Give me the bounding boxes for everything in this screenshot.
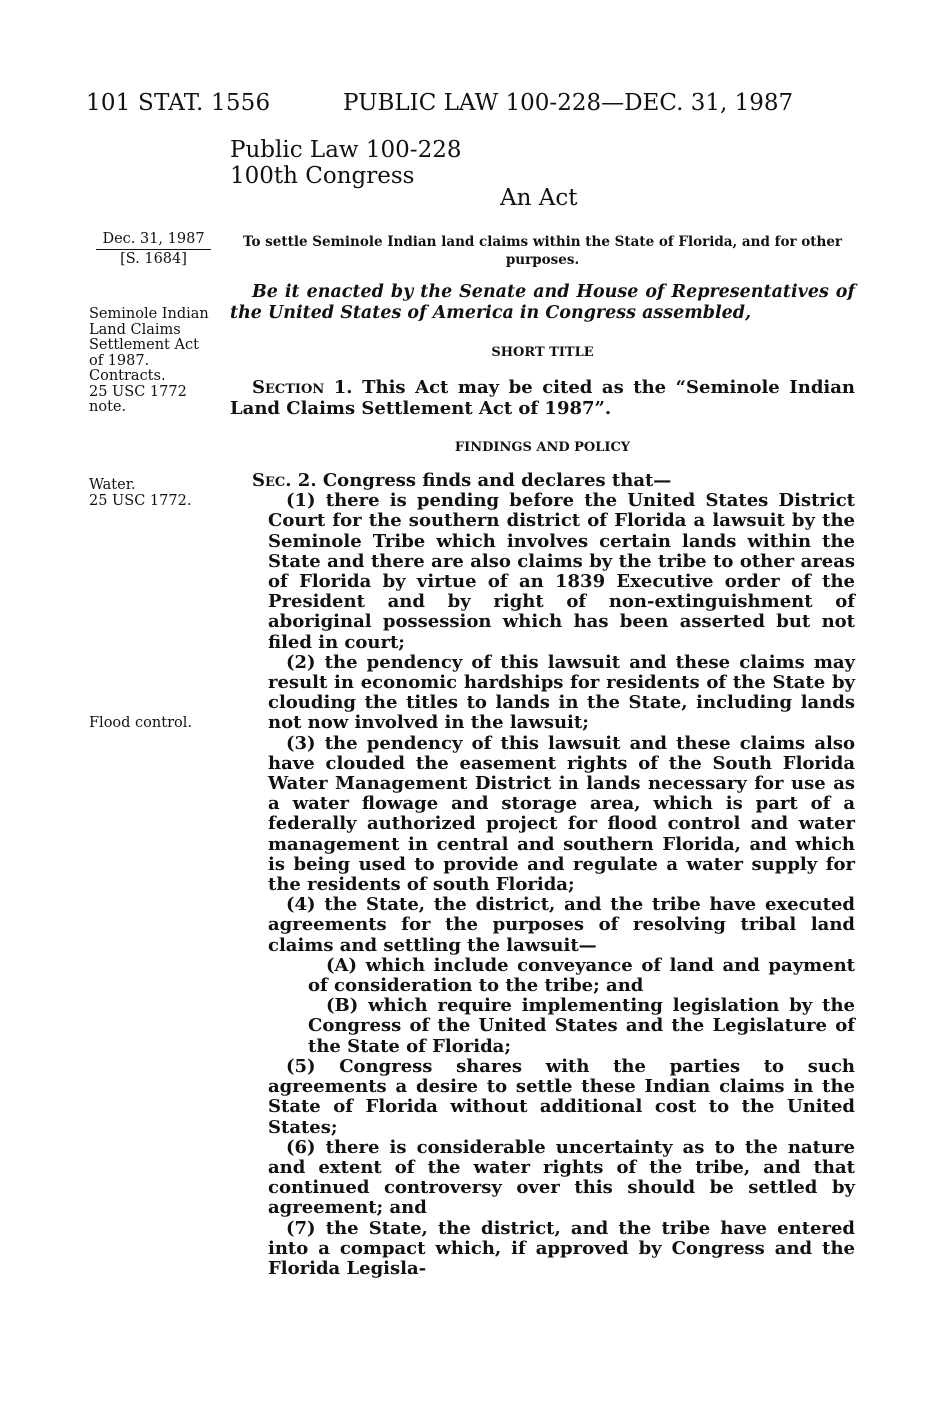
act-purpose: To settle Seminole Indian land claims within the State of Florida, and for other purposes. xyxy=(242,234,843,268)
section-2-intro xyxy=(230,471,855,491)
enactment-date: Dec. 31, 1987 xyxy=(96,230,211,250)
short-title-heading: SHORT TITLE xyxy=(491,345,594,360)
margin-note-line: Contracts. xyxy=(89,368,166,384)
bill-number: [S. 1684] xyxy=(120,251,187,267)
finding-paragraph: (7) the State, the district, and the tribe have entered into a compact which, if approved by Congress and the Florida Legisla- xyxy=(268,1217,855,1279)
margin-note-line: note. xyxy=(89,399,127,415)
finding-paragraph: (2) the pendency of this lawsuit and these claims may result in economic hardships for residents of the State by clouding the titles to lands in the State, including lands not now involved in the lawsuit; xyxy=(268,651,855,734)
section-1 xyxy=(230,377,855,419)
section-1-text: 1. This Act may be cited as the “Seminole Indian Land Claims Settlement Act of 1987”. xyxy=(230,377,855,419)
finding-paragraph: (6) there is considerable uncertainty as to the nature and extent of the water rights of the tribe, and that continued controversy over this should be settled by agreement; and xyxy=(268,1136,855,1219)
running-header: PUBLIC LAW 100-228—DEC. 31, 1987 xyxy=(343,90,794,116)
section-2-intro-text: 2. Congress finds and declares that— xyxy=(291,470,672,491)
section-label: Sec. xyxy=(252,470,292,491)
margin-note-line: Settlement Act xyxy=(89,337,199,353)
section-label: Section xyxy=(252,377,325,398)
finding-subparagraph: (A) which include conveyance of land and payment of consideration to the tribe; and xyxy=(308,954,855,997)
finding-paragraph: (5) Congress shares with the parties to such agreements a desire to settle these Indian claims in the State of Florida without additional cost to the United States; xyxy=(268,1055,855,1138)
finding-subparagraph: (B) which require implementing legislation by the Congress of the United States and the Legislature of the State of Florida; xyxy=(308,995,855,1057)
margin-date-block xyxy=(96,230,211,268)
finding-paragraph: (3) the pendency of this lawsuit and these claims also have clouded the easement rights of the South Florida Water Management District in lands necessary for use as a water flowage and storage area, which is part of a federally authorized project for flood control and water management in central and southern Florida, and which is being used to provide and regulate a water supply for the residents of south Florida; xyxy=(268,732,855,896)
law-title-block xyxy=(230,137,461,189)
findings-heading: FINDINGS AND POLICY xyxy=(454,440,631,455)
margin-note-water xyxy=(89,478,219,509)
margin-note-flood-control xyxy=(89,716,219,732)
public-law-number: Public Law 100-228 xyxy=(230,137,462,163)
finding-paragraph: (1) there is pending before the United States District Court for the southern district of Florida a lawsuit by the Seminole Tribe which involves certain lands within the State and there are also claims by the tribe to other areas of Florida by virtue of an 1839 Executive order of the President and by right of non-extinguishment of aboriginal possession which has been asserted but not filed in court; xyxy=(268,490,855,653)
margin-note-line: Flood control. xyxy=(89,715,192,731)
margin-note-line: of 1987. xyxy=(89,352,150,369)
section-2 xyxy=(230,471,855,1279)
page-stat-number: 101 STAT. 1556 xyxy=(86,90,271,116)
margin-note-line: 25 USC 1772. xyxy=(89,492,192,509)
finding-paragraph: (4) the State, the district, and the tribe have executed agreements for the purposes of resolving tribal land claims and settling the lawsuit— xyxy=(268,894,855,956)
an-act-heading: An Act xyxy=(500,185,578,211)
margin-note-short-title xyxy=(89,307,219,416)
margin-note-line: Water. xyxy=(89,477,136,493)
margin-note-line: Land Claims xyxy=(89,321,181,338)
congress-number: 100th Congress xyxy=(230,163,415,189)
margin-note-line: 25 USC 1772 xyxy=(89,383,187,400)
margin-note-line: Seminole Indian xyxy=(89,306,209,322)
enacting-clause: Be it enacted by the Senate and House of Representatives of the United States of America in Congress assembled, xyxy=(230,282,855,323)
